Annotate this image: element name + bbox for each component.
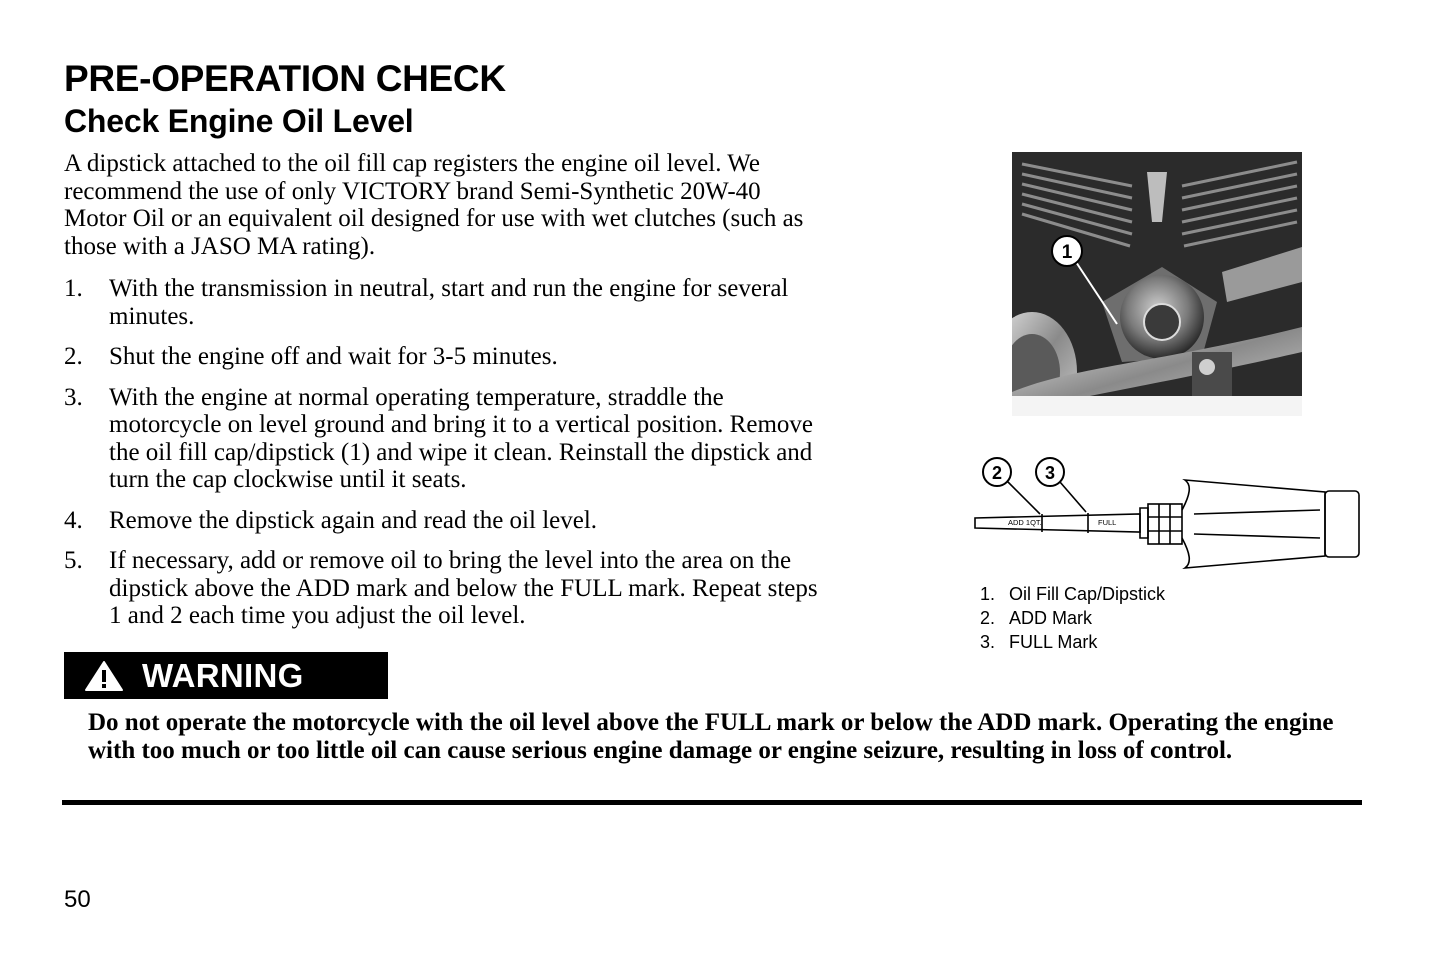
page-number: 50 bbox=[64, 886, 91, 913]
figure-legend bbox=[980, 582, 1165, 654]
step-number: 2. bbox=[64, 343, 83, 370]
dipstick-add-text: ADD 1QT. bbox=[1008, 518, 1042, 527]
page-title: PRE-OPERATION CHECK bbox=[64, 58, 506, 99]
warning-text: Do not operate the motorcycle with the oil level above the FULL mark or below the ADD mark. Operating the engine with too much or too little oil can cause serious engine damage or engine seizure, resulting in loss of control. bbox=[88, 709, 1334, 764]
step-item bbox=[64, 275, 824, 330]
step-number: 4. bbox=[64, 506, 83, 534]
step-number: 1. bbox=[64, 275, 83, 302]
step-item bbox=[64, 343, 824, 371]
step-item bbox=[64, 384, 824, 494]
step-item bbox=[64, 547, 824, 630]
step-number: 3. bbox=[64, 383, 83, 411]
legend-item bbox=[980, 606, 1165, 630]
legend-number: 1. bbox=[980, 584, 996, 604]
step-text: If necessary, add or remove oil to bring the level into the area on the dipstick above the ADD mark and below the FULL mark. Repeat steps 1 and 2 each time you adjust the oil level. bbox=[109, 547, 818, 629]
warning-triangle-icon bbox=[84, 660, 124, 692]
procedure-steps bbox=[64, 275, 824, 643]
legend-label: FULL Mark bbox=[1009, 632, 1098, 652]
intro-paragraph: A dipstick attached to the oil fill cap registers the engine oil level. We recommend the use of only VICTORY brand Semi-Synthetic 20W-40 Motor Oil or an equivalent oil designed for use with wet clutches (such as those with a JASO MA rating). bbox=[64, 150, 804, 260]
legend-number: 3. bbox=[980, 632, 996, 652]
legend-item bbox=[980, 630, 1165, 654]
legend-number: 2. bbox=[980, 608, 996, 628]
step-text: Remove the dipstick again and read the oil level. bbox=[109, 506, 598, 534]
callout-3-label: 3 bbox=[1044, 463, 1056, 483]
callout-1-label: 1 bbox=[1061, 242, 1073, 263]
callout-2-label: 2 bbox=[991, 463, 1003, 483]
step-item bbox=[64, 507, 824, 535]
step-number: 5. bbox=[64, 547, 83, 574]
warning-banner bbox=[64, 652, 388, 699]
warning-label: WARNING bbox=[142, 656, 304, 694]
legend-item bbox=[980, 582, 1165, 606]
dipstick-diagram bbox=[970, 450, 1365, 570]
dipstick-full-text: FULL bbox=[1098, 518, 1117, 527]
section-divider bbox=[62, 800, 1362, 805]
legend-label: Oil Fill Cap/Dipstick bbox=[1009, 584, 1166, 604]
section-subtitle: Check Engine Oil Level bbox=[64, 103, 414, 139]
step-text: With the engine at normal operating temperature, straddle the motorcycle on level ground and bring it to a vertical position. Remove the oil fill cap/dipstick (1) and wipe it clean. Reinstall the dipstick and turn the cap clockwise until it seats. bbox=[109, 383, 813, 493]
engine-photo bbox=[1012, 152, 1302, 416]
legend-label: ADD Mark bbox=[1009, 608, 1093, 628]
step-text: Shut the engine off and wait for 3-5 minutes. bbox=[109, 343, 558, 370]
step-text: With the transmission in neutral, start and run the engine for several minutes. bbox=[109, 275, 789, 330]
